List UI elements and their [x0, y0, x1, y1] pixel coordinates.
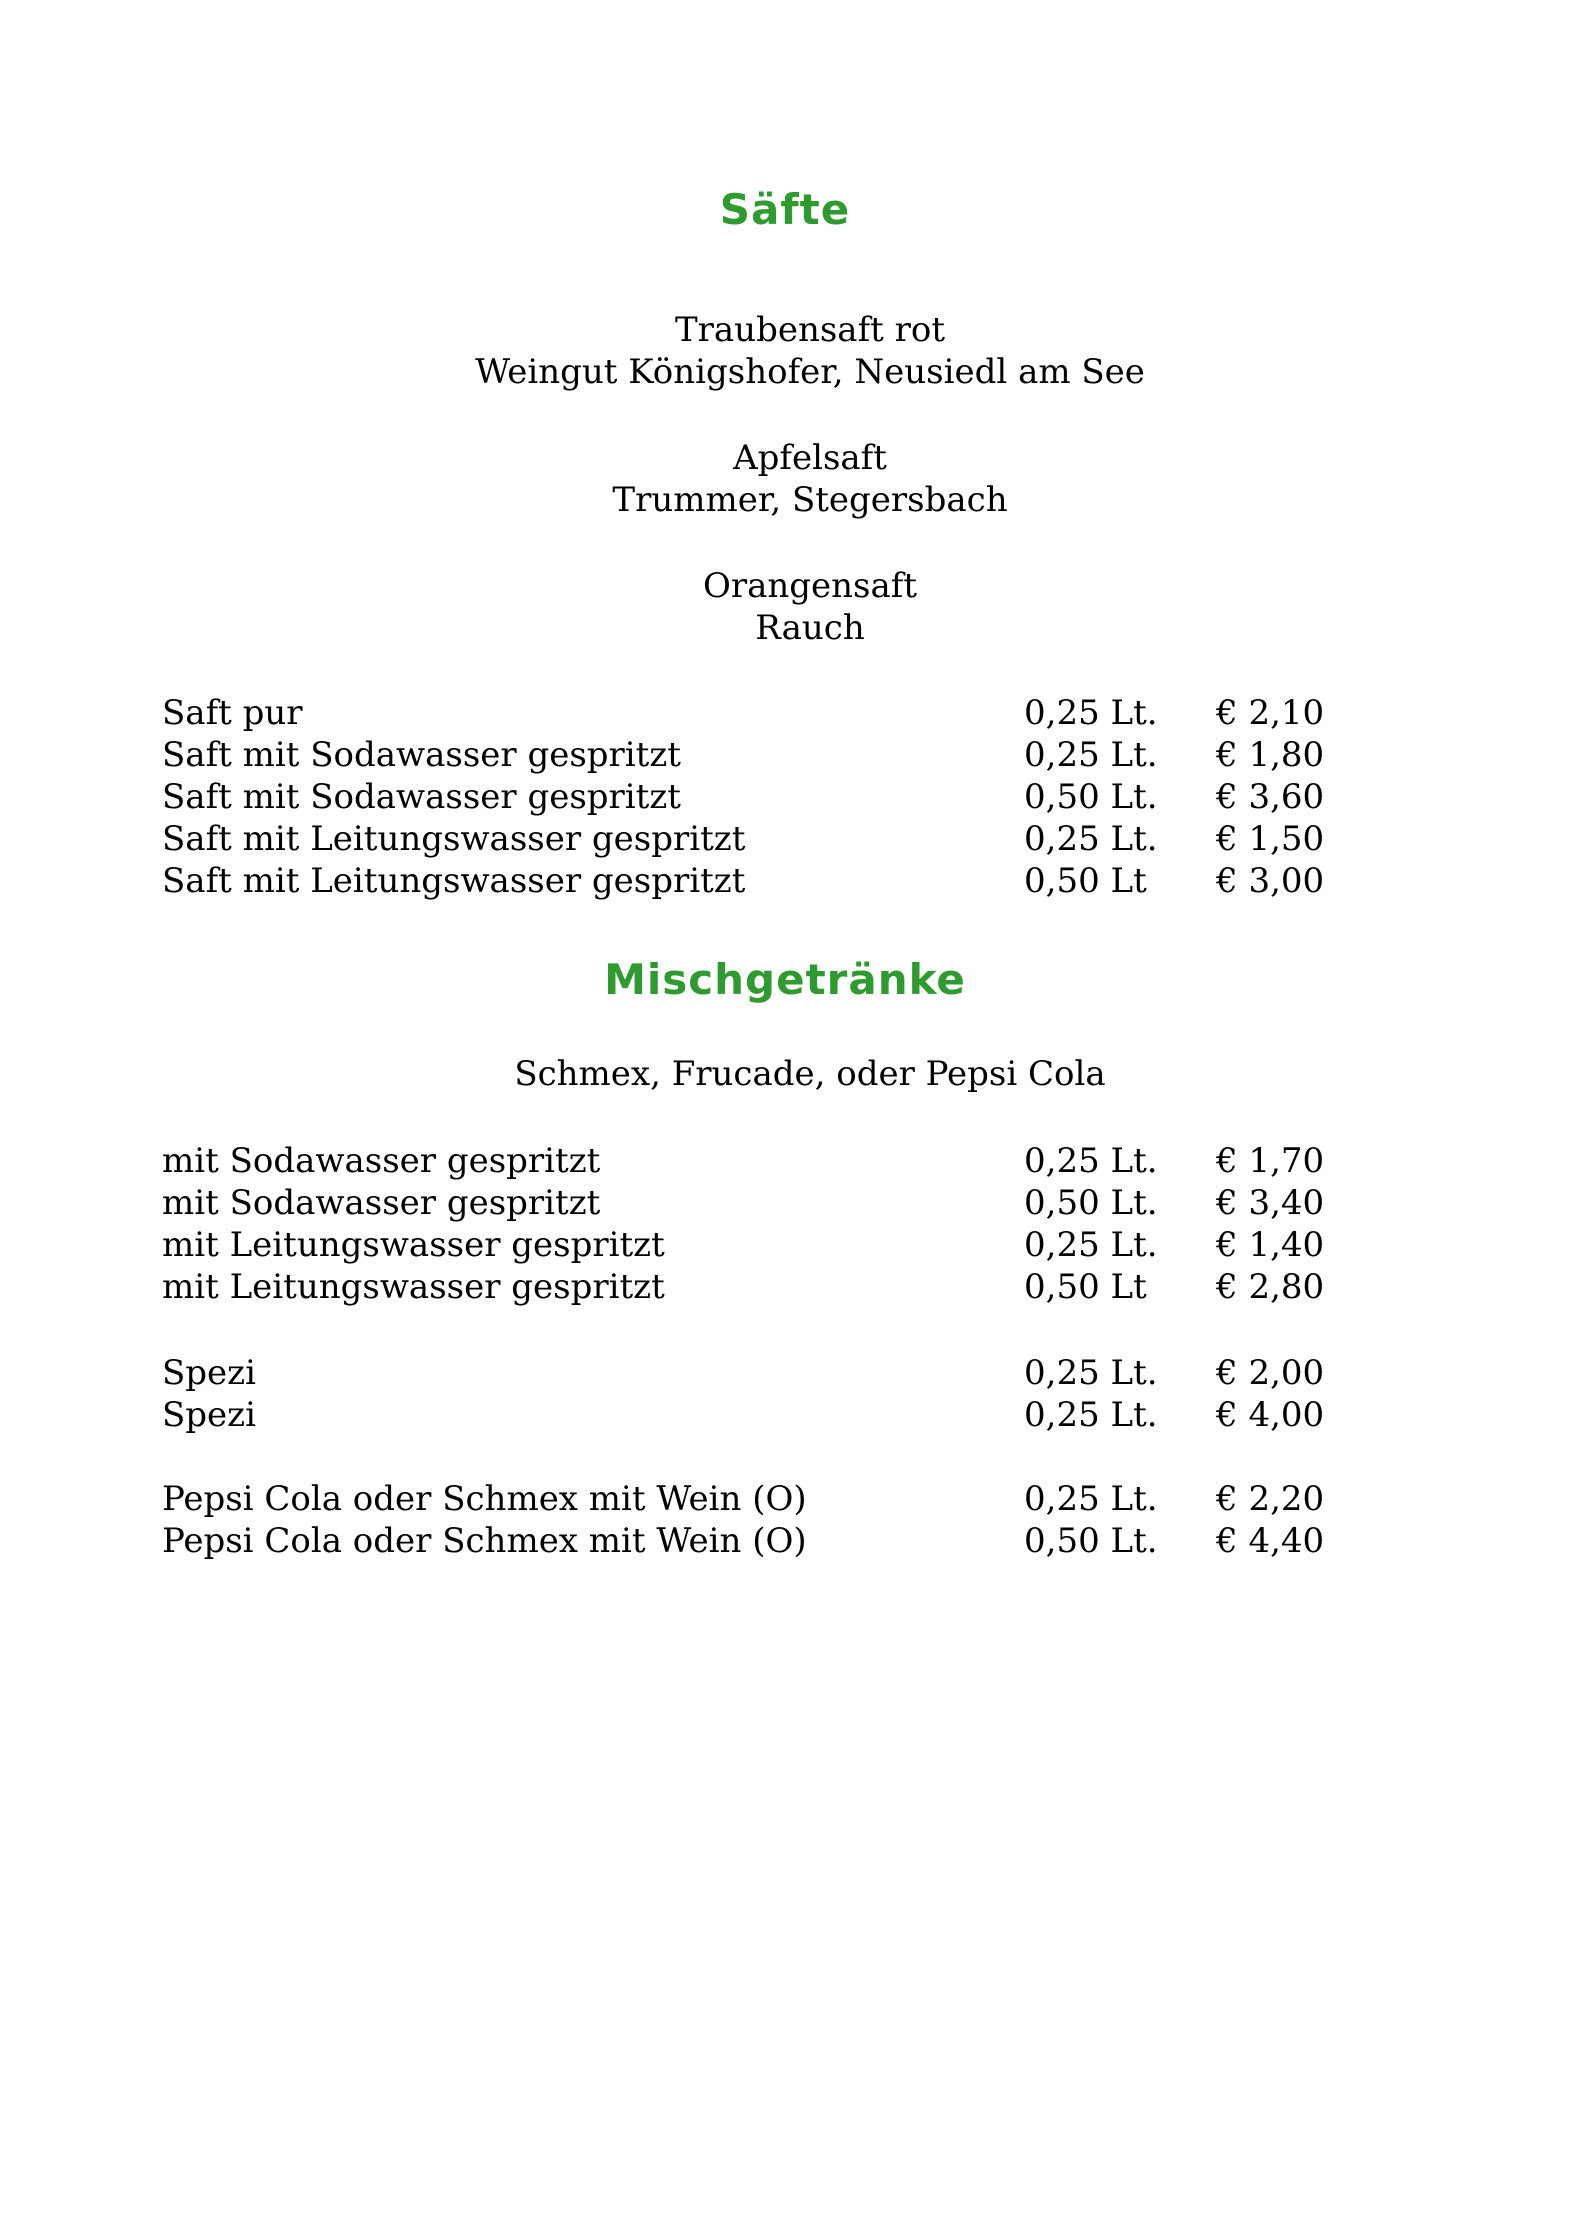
- section-title-saefte: Säfte: [719, 185, 851, 234]
- item-price: € 2,80: [1216, 1267, 1325, 1307]
- item-volume: 0,50 Lt.: [1024, 1183, 1158, 1223]
- item-price: € 2,10: [1216, 693, 1325, 733]
- item-price: € 4,40: [1216, 1521, 1325, 1561]
- price-row: [162, 1394, 1362, 1436]
- price-row: [162, 1224, 1362, 1266]
- origin-producer-orangensaft: Rauch: [755, 608, 865, 648]
- origin-product-orangensaft: Orangensaft: [702, 566, 918, 606]
- price-row: [162, 692, 1362, 734]
- item-name: Pepsi Cola oder Schmex mit Wein (O): [162, 1521, 807, 1561]
- price-row: [162, 1520, 1362, 1562]
- mischgetraenke-subtitle: Schmex, Frucade, oder Pepsi Cola: [514, 1054, 1106, 1094]
- item-name: mit Leitungswasser gespritzt: [162, 1267, 665, 1307]
- price-row: [162, 776, 1362, 818]
- item-volume: 0,50 Lt.: [1024, 777, 1158, 817]
- item-volume: 0,50 Lt: [1024, 1267, 1147, 1307]
- price-row: [162, 818, 1362, 860]
- item-volume: 0,50 Lt: [1024, 861, 1147, 901]
- origin-producer-apfelsaft: Trummer, Stegersbach: [612, 480, 1008, 520]
- item-volume: 0,25 Lt.: [1024, 1353, 1158, 1393]
- origin-product-apfelsaft: Apfelsaft: [733, 438, 887, 478]
- item-name: Saft mit Leitungswasser gespritzt: [162, 861, 746, 901]
- item-name: Spezi: [162, 1353, 256, 1393]
- item-name: Saft mit Sodawasser gespritzt: [162, 735, 681, 775]
- item-price: € 3,60: [1216, 777, 1325, 817]
- item-price: € 3,00: [1216, 861, 1325, 901]
- item-name: mit Sodawasser gespritzt: [162, 1183, 601, 1223]
- item-volume: 0,25 Lt.: [1024, 1141, 1158, 1181]
- price-row: [162, 1182, 1362, 1224]
- price-row: [162, 1140, 1362, 1182]
- item-price: € 4,00: [1216, 1395, 1325, 1435]
- item-price: € 2,00: [1216, 1353, 1325, 1393]
- price-row: [162, 860, 1362, 902]
- item-price: € 2,20: [1216, 1479, 1325, 1519]
- origin-product-traubensaft: Traubensaft rot: [674, 310, 946, 350]
- item-volume: 0,50 Lt.: [1024, 1521, 1158, 1561]
- item-price: € 1,70: [1216, 1141, 1325, 1181]
- origin-producer-traubensaft: Weingut Königshofer, Neusiedl am See: [475, 352, 1145, 392]
- item-volume: 0,25 Lt.: [1024, 1395, 1158, 1435]
- item-price: € 1,40: [1216, 1225, 1325, 1265]
- section-title-mischgetraenke: Mischgetränke: [604, 955, 966, 1004]
- item-name: Saft pur: [162, 693, 303, 733]
- item-name: Saft mit Leitungswasser gespritzt: [162, 819, 746, 859]
- price-row: [162, 1352, 1362, 1394]
- item-price: € 3,40: [1216, 1183, 1325, 1223]
- item-volume: 0,25 Lt.: [1024, 1225, 1158, 1265]
- item-volume: 0,25 Lt.: [1024, 693, 1158, 733]
- item-price: € 1,80: [1216, 735, 1325, 775]
- item-price: € 1,50: [1216, 819, 1325, 859]
- price-row: [162, 734, 1362, 776]
- item-volume: 0,25 Lt.: [1024, 735, 1158, 775]
- price-row: [162, 1266, 1362, 1308]
- price-row: [162, 1478, 1362, 1520]
- item-name: Saft mit Sodawasser gespritzt: [162, 777, 681, 817]
- item-name: mit Sodawasser gespritzt: [162, 1141, 601, 1181]
- item-volume: 0,25 Lt.: [1024, 819, 1158, 859]
- item-name: Pepsi Cola oder Schmex mit Wein (O): [162, 1479, 807, 1519]
- item-volume: 0,25 Lt.: [1024, 1479, 1158, 1519]
- item-name: mit Leitungswasser gespritzt: [162, 1225, 665, 1265]
- item-name: Spezi: [162, 1395, 256, 1435]
